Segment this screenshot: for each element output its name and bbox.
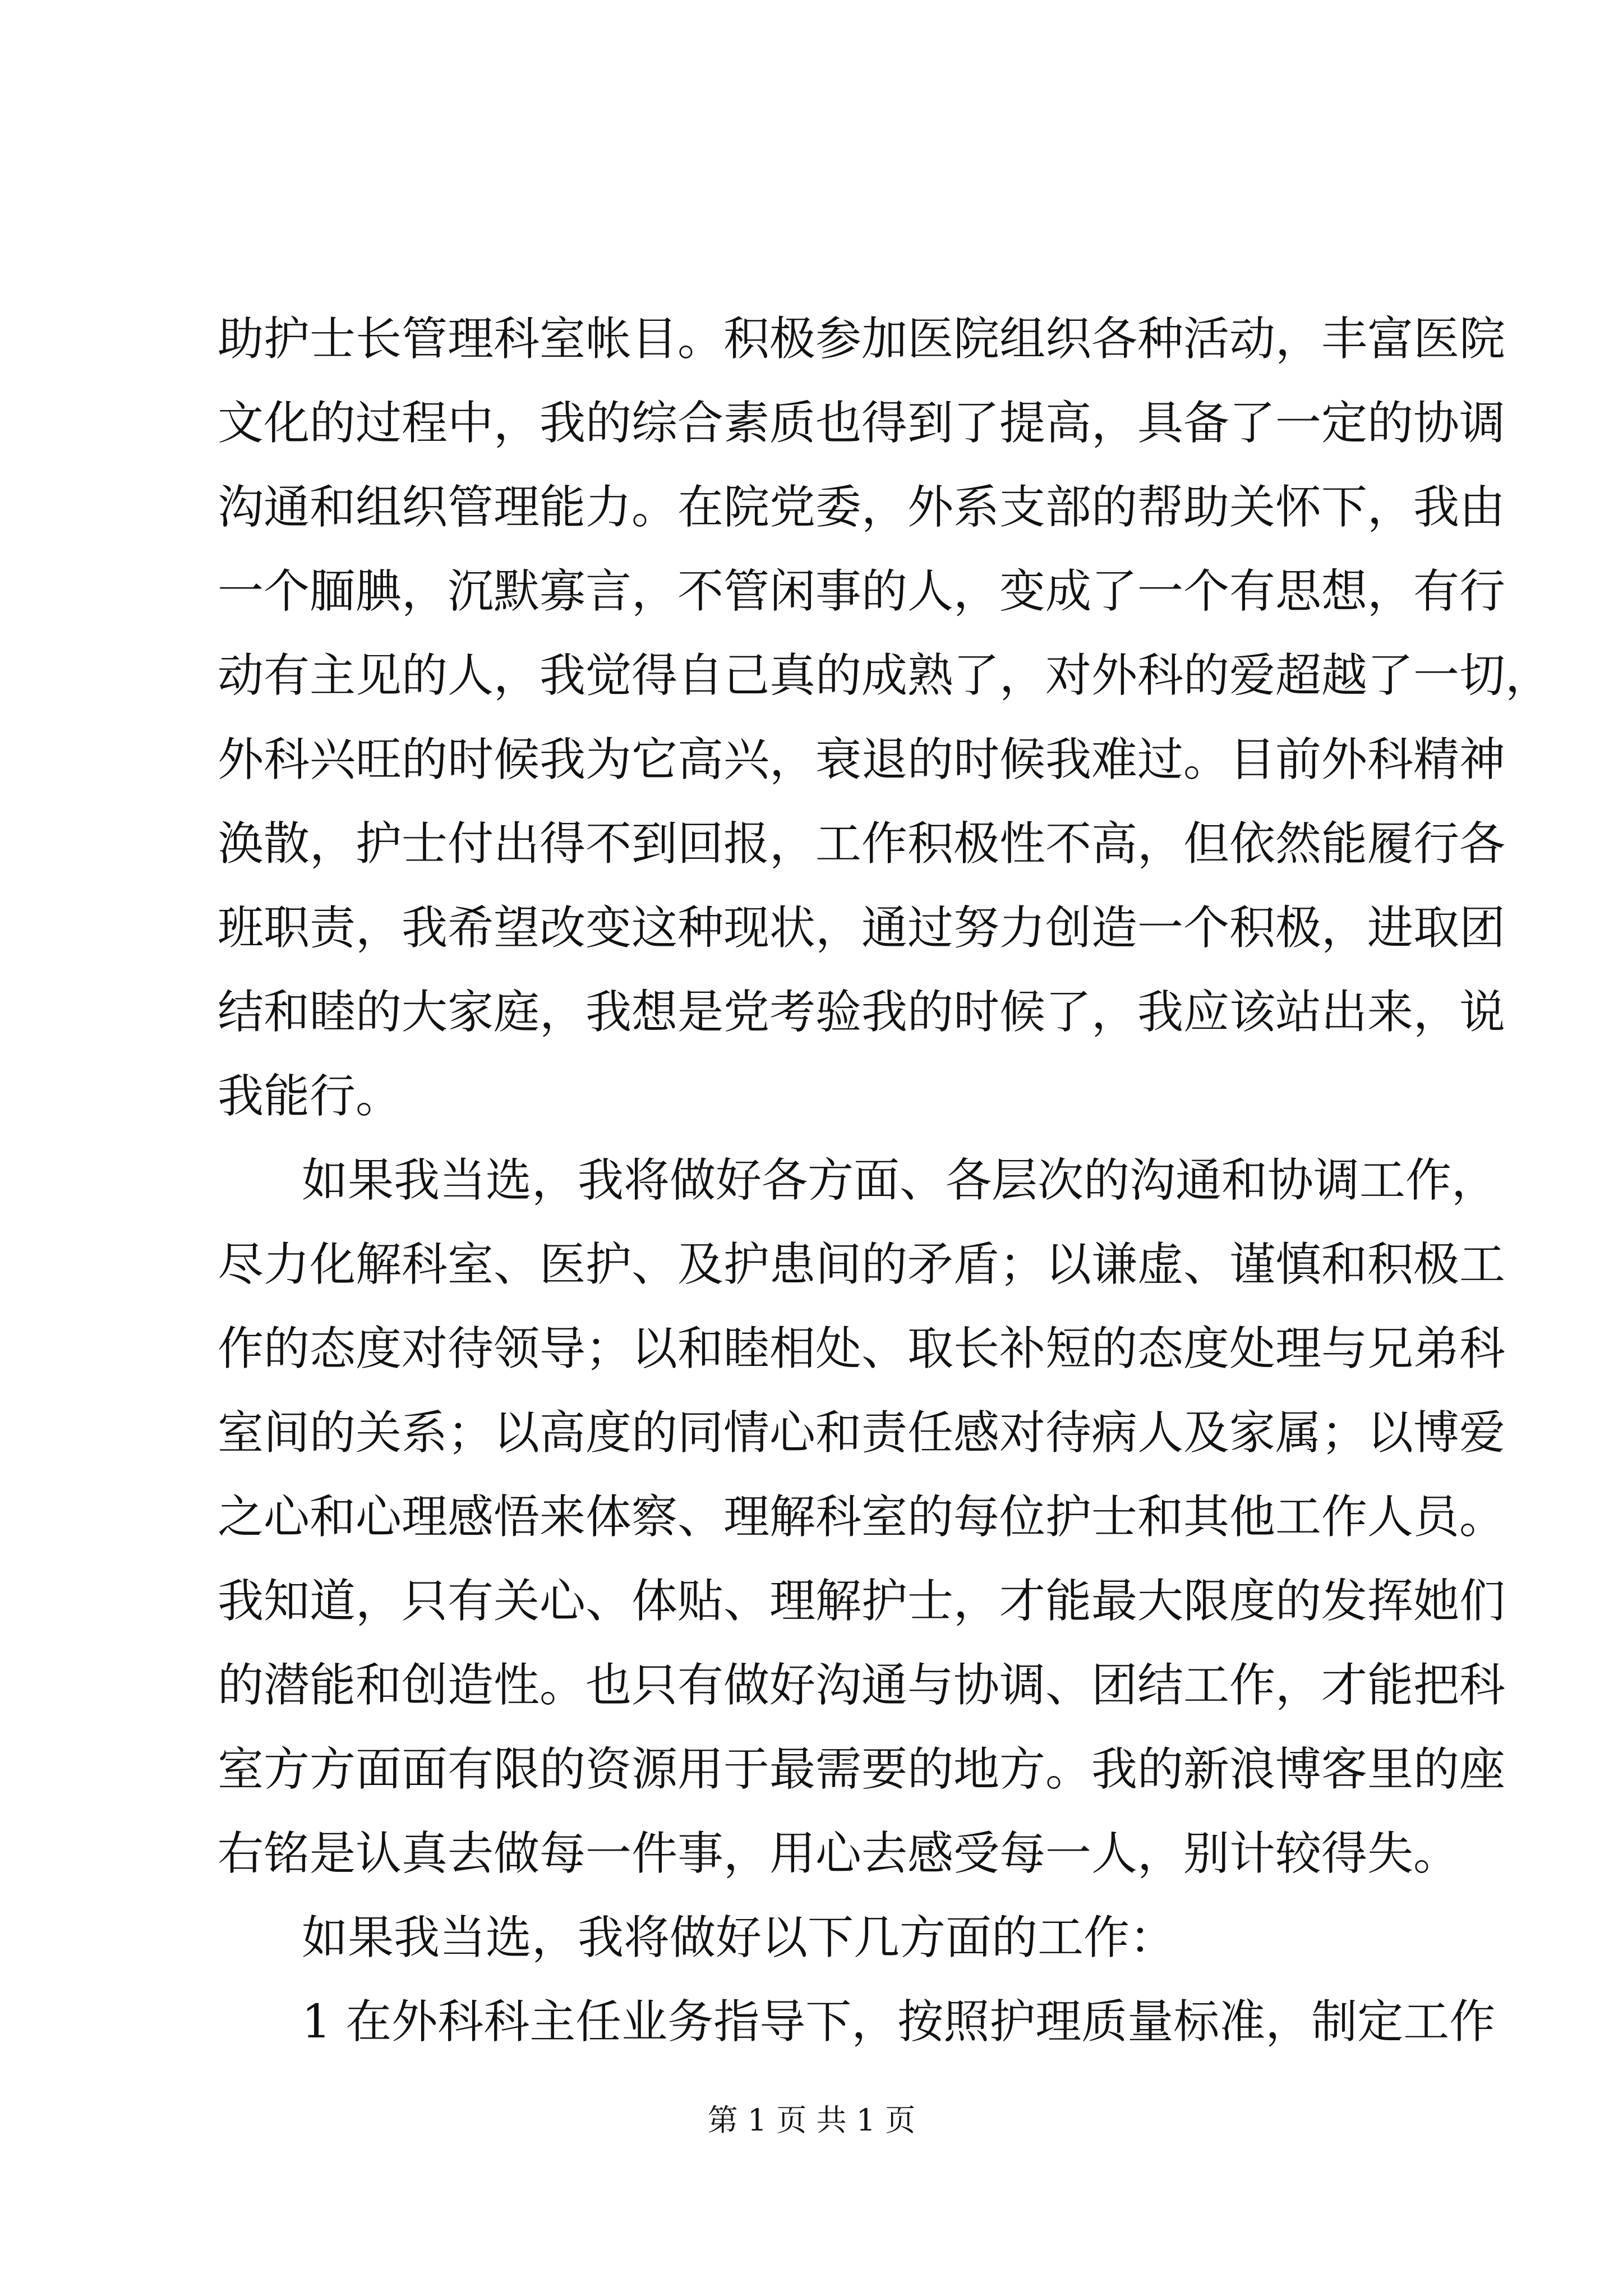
text-line: 文化的过程中，我的综合素质也得到了提高，具备了一定的协调: [218, 397, 1506, 450]
page-number-label: 第 1 页 共 1 页: [707, 2102, 916, 2138]
page-footer: [0, 2101, 1623, 2140]
text-line: 我知道，只有关心、体贴、理解护士，才能最大限度的发挥她们: [218, 1575, 1506, 1628]
text-line: 作的态度对待领导；以和睦相处、取长补短的态度处理与兄弟科: [218, 1322, 1506, 1375]
document-body: [218, 297, 1552, 2064]
paragraph: [218, 1896, 1418, 1980]
text-line: 助护士长管理科室帐目。积极参加医院组织各种活动，丰富医院: [218, 312, 1506, 366]
paragraph: [218, 1139, 1506, 1896]
text-line: 1 在外科科主任业务指导下，按照护理质量标准，制定工作: [302, 1995, 1496, 2049]
text-line: 班职责，我希望改变这种现状，通过努力创造一个积极，进取团: [218, 901, 1506, 955]
text-line: 涣散，护士付出得不到回报，工作积极性不高，但依然能履行各: [218, 817, 1506, 871]
text-line: 的潜能和创造性。也只有做好沟通与协调、团结工作，才能把科: [218, 1659, 1506, 1712]
text-line: 右铭是认真去做每一件事，用心去感受每一人，别计较得失。: [218, 1827, 1460, 1880]
text-line: 沟通和组织管理能力。在院党委，外系支部的帮助关怀下，我由: [218, 481, 1506, 534]
text-line: 之心和心理感悟来体察、理解科室的每位护士和其他工作人员。: [218, 1490, 1506, 1544]
text-line: 室间的关系；以高度的同情心和责任感对待病人及家属；以博爱: [218, 1406, 1506, 1460]
text-line: 外科兴旺的时候我为它高兴，衰退的时候我难过。目前外科精神: [218, 733, 1506, 786]
text-line: 如果我当选，我将做好以下几方面的工作：: [302, 1911, 1176, 1964]
text-line: 动有主见的人，我觉得自己真的成熟了，对外科的爱超越了一切，: [218, 649, 1552, 702]
text-line: 尽力化解科室、医护、及护患间的矛盾；以谦虚、谨慎和积极工: [218, 1238, 1506, 1291]
text-line: 室方方面面有限的资源用于最需要的地方。我的新浪博客里的座: [218, 1743, 1506, 1796]
paragraph: [218, 297, 1552, 1139]
text-line: 结和睦的大家庭，我想是党考验我的时候了，我应该站出来，说: [218, 986, 1506, 1039]
text-line: 我能行。: [218, 1070, 402, 1123]
text-line: 一个腼腆，沉默寡言，不管闲事的人，变成了一个有思想，有行: [218, 565, 1506, 618]
text-line: 如果我当选，我将做好各方面、各层次的沟通和协调工作，: [302, 1154, 1498, 1207]
paragraph: [218, 1980, 1496, 2064]
